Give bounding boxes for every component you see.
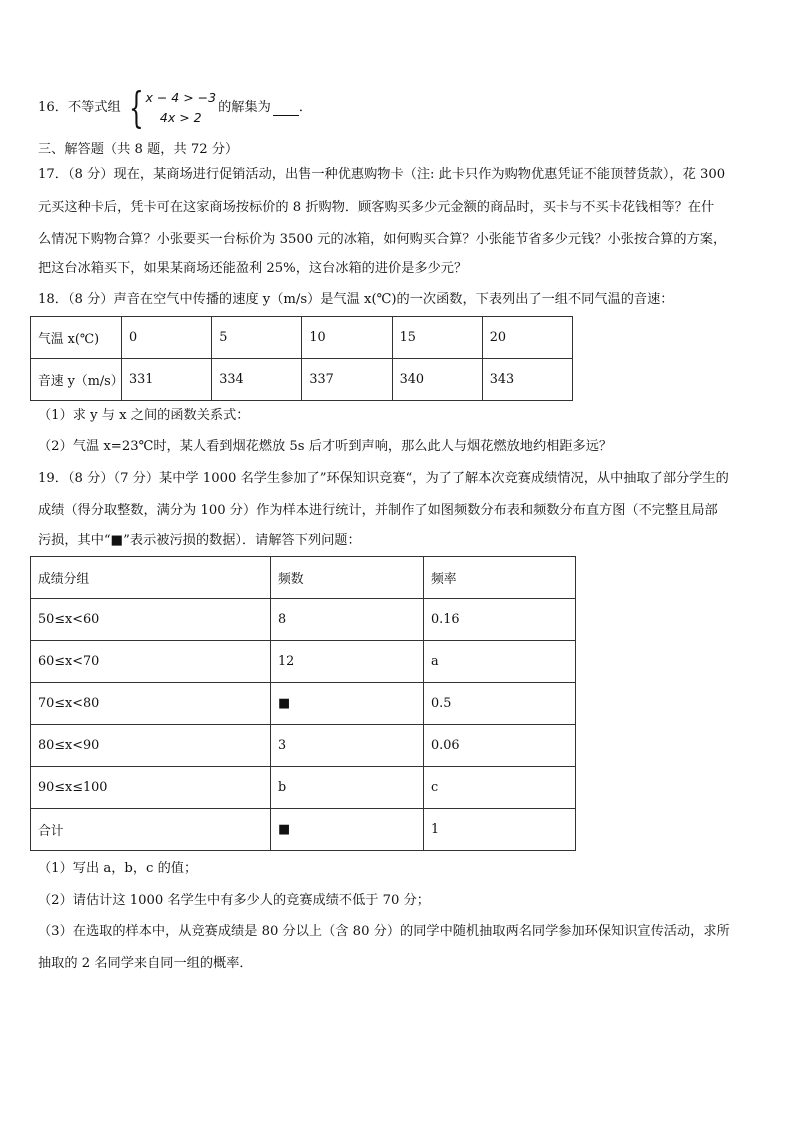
table-cell: b: [271, 767, 424, 809]
table-cell: 340: [392, 359, 482, 401]
header-cell: 成绩分组: [31, 557, 271, 599]
table-cell: 0.06: [424, 725, 576, 767]
q18-part-2: （2）气温 x=23℃时，某人看到烟花燃放 5s 后才听到声响，那么此人与烟花燃放地约相距多远？: [38, 439, 613, 454]
q19-part-3: （3）在选取的样本中，从竞赛成绩是 80 分以上（含 80 分）的同学中随机抽取两名同学参加环保知识宣传活动，求所: [38, 924, 730, 939]
header-cell: 频数: [271, 557, 424, 599]
table-cell: 15: [392, 317, 482, 359]
inequality-2: 4x > 2: [159, 110, 202, 125]
question-16: [38, 84, 312, 132]
table-cell: 343: [482, 359, 572, 401]
table-row: [31, 599, 576, 641]
table-cell: 0: [122, 317, 212, 359]
table-cell: 20: [482, 317, 572, 359]
table-cell: 70≤x<80: [31, 683, 271, 725]
table-row: [31, 767, 576, 809]
q19-intro-line: 19．（8 分）（7 分）某中学 1000 名学生参加了”环保知识竞赛“，为了了解本次竞赛成绩情况，从中抽取了部分学生的: [38, 471, 729, 486]
table-cell: 3: [271, 725, 424, 767]
answer-blank[interactable]: [273, 101, 299, 116]
table-cell: 12: [271, 641, 424, 683]
table-cell: 音速 y（m/s）: [31, 359, 122, 401]
table-cell: 8: [271, 599, 424, 641]
table-cell: 334: [212, 359, 302, 401]
table-cell: 0.5: [424, 683, 576, 725]
q19-intro-line: 成绩（得分取整数，满分为 100 分）作为样本进行统计，并制作了如图频数分布表和频数分布直方图（不完整且局部: [38, 503, 718, 518]
table-row: [31, 641, 576, 683]
q19-part-3-cont: 抽取的 2 名同学来自同一组的概率．: [38, 956, 253, 971]
table-cell: 10: [302, 317, 392, 359]
q17-line: 把这台冰箱买下，如果某商场还能盈利 25%，这台冰箱的进价是多少元？: [38, 261, 468, 276]
q19-part-1: （1）写出 a，b，c 的值；: [38, 861, 198, 876]
table-cell: 331: [122, 359, 212, 401]
table-row: [31, 809, 576, 851]
table-cell: 80≤x<90: [31, 725, 271, 767]
table-header-row: [31, 557, 576, 599]
table-row: [31, 359, 573, 401]
q18-part-1: （1）求 y 与 x 之间的函数关系式：: [38, 408, 250, 423]
table-row: [31, 683, 576, 725]
section-heading: 三、解答题（共 8 题，共 72 分）: [38, 142, 239, 157]
q18-intro: 18．（8 分）声音在空气中传播的速度 y（m/s）是气温 x(℃)的一次函数，下表列出了一组不同气温的音速：: [38, 292, 674, 307]
frequency-table: [30, 556, 576, 851]
brace-icon: {: [128, 83, 144, 132]
q17-line: 17．（8 分）现在，某商场进行促销活动，出售一种优惠购物卡（注: 此卡只作为购物优惠凭证不能顶替货款），花 300: [38, 167, 726, 182]
header-cell: 频率: [424, 557, 576, 599]
table-cell: 1: [424, 809, 576, 851]
q17-line: 么情况下购物合算？小张要买一台标价为 3500 元的冰箱，如何购买合算？小张能节省多少元钱？小张按合算的方案，: [38, 232, 727, 247]
q16-suffix: 的解集为: [218, 100, 271, 115]
table-cell: 60≤x<70: [31, 641, 271, 683]
q16-prefix: 16．不等式组: [38, 100, 121, 115]
speed-table: [30, 316, 573, 401]
table-cell: 90≤x≤100: [31, 767, 271, 809]
table-row: [31, 317, 573, 359]
table-cell: a: [424, 641, 576, 683]
inequality-system: [123, 83, 217, 132]
inequality-1: x − 4 > −3: [145, 90, 217, 105]
table-cell: 气温 x(℃): [31, 317, 122, 359]
q17-line: 元买这种卡后，凭卡可在这家商场按标价的 8 折购物．顾客购买多少元金额的商品时，买卡与不买卡花钱相等？在什: [38, 200, 715, 215]
table-row: [31, 725, 576, 767]
table-cell: c: [424, 767, 576, 809]
table-cell: 50≤x<60: [31, 599, 271, 641]
table-cell: 337: [302, 359, 392, 401]
q19-intro-line: 污损，其中“■”表示被污损的数据）．请解答下列问题：: [38, 533, 361, 548]
table-cell: 合计: [31, 809, 271, 851]
table-cell: ■: [271, 683, 424, 725]
table-cell: ■: [271, 809, 424, 851]
table-cell: 5: [212, 317, 302, 359]
q19-part-2: （2）请估计这 1000 名学生中有多少人的竞赛成绩不低于 70 分；: [38, 893, 430, 908]
table-cell: 0.16: [424, 599, 576, 641]
q16-end: ．: [298, 100, 313, 115]
